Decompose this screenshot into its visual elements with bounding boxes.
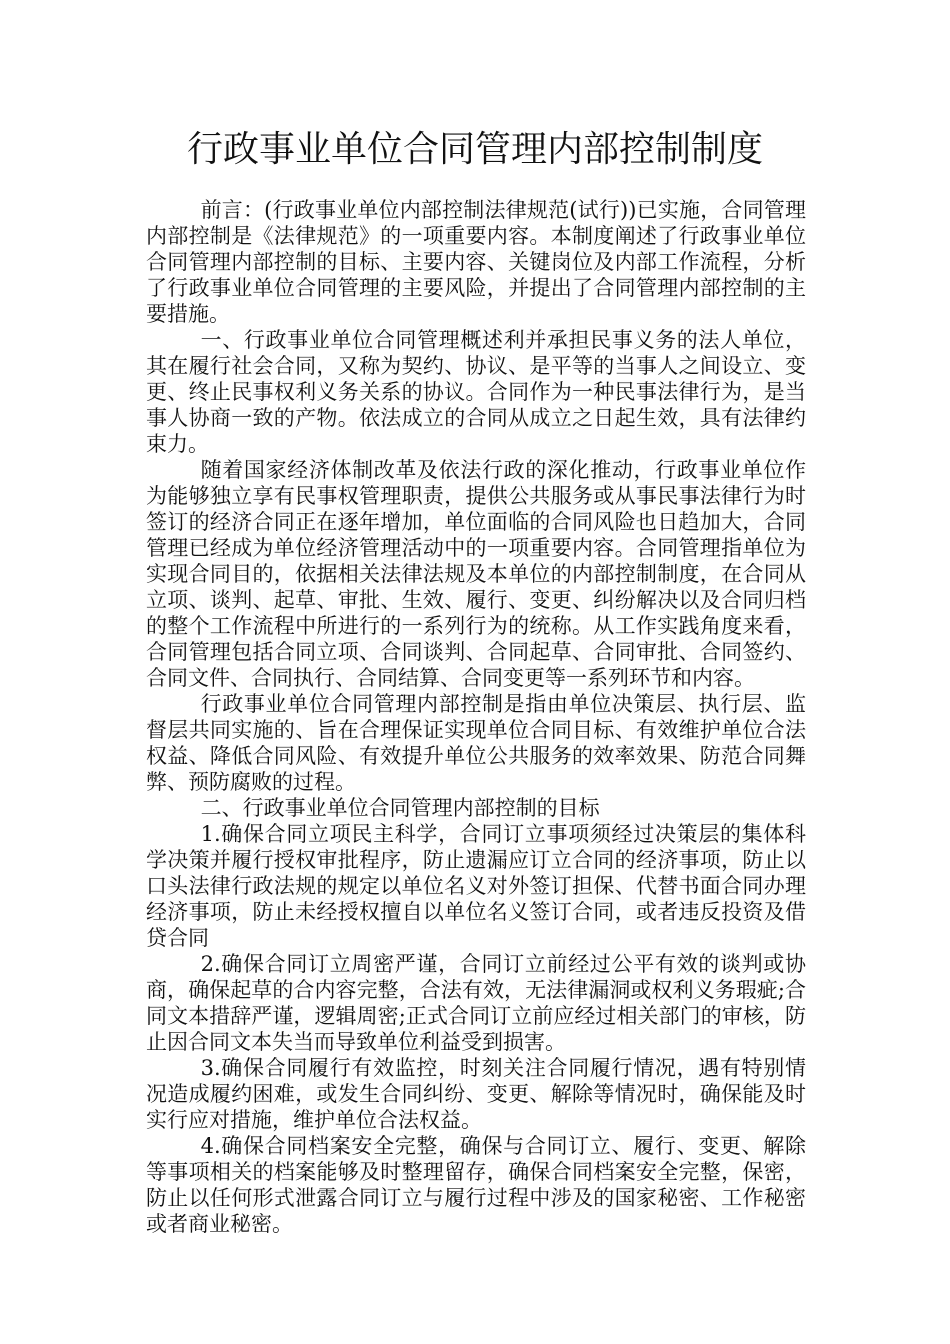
document-body (146, 197, 806, 1237)
document-title: 行政事业单位合同管理内部控制制度 (186, 129, 763, 170)
paragraph-objective-4: 4.确保合同档案安全完整，确保与合同订立、履行、变更、解除等事项相关的档案能够及时整理留存，确保合同档案安全完整，保密，防止以任何形式泄露合同订立与履行过程中涉及的国家秘密、工作秘密或者商业秘密。 (146, 1134, 806, 1236)
paragraph-preface: 前言：(行政事业单位内部控制法律规范(试行))已实施，合同管理内部控制是《法律规范》的一项重要内容。本制度阐述了行政事业单位合同管理内部控制的目标、主要内容、关键岗位及内部工作流程，分析了行政事业单位合同管理的主要风险，并提出了合同管理内部控制的主要措施。 (146, 198, 806, 326)
section-heading-objectives: 二、行政事业单位合同管理内部控制的目标 (200, 796, 600, 820)
paragraph-objective-3: 3.确保合同履行有效监控，时刻关注合同履行情况，遇有特别情况造成履约困难，或发生合同纠纷、变更、解除等情况时，确保能及时实行应对措施，维护单位合法权益。 (146, 1056, 806, 1132)
paragraph-contract-management-definition: 随着国家经济体制改革及依法行政的深化推动，行政事业单位作为能够独立享有民事权管理职责，提供公共服务或从事民事法律行为时签订的经济合同正在逐年增加，单位面临的合同风险也日趋加大，合同管理已经成为单位经济管理活动中的一项重要内容。合同管理指单位为实现合同目的，依据相关法律法规及本单位的内部控制制度，在合同从立项、谈判、起草、审批、生效、履行、变更、纠纷解决以及合同归档的整个工作流程中所进行的一系列行为的统称。从工作实践角度来看，合同管理包括合同立项、合同谈判、合同起草、合同审批、合同签约、合同文件、合同执行、合同结算、合同变更等一系列环节和内容。 (146, 458, 806, 690)
paragraph-internal-control-definition: 行政事业单位合同管理内部控制是指由单位决策层、执行层、监督层共同实施的、旨在合理保证实现单位合同目标、有效维护单位合法权益、降低合同风险、有效提升单位公共服务的效率效果、防范合同舞弊、预防腐败的过程。 (146, 692, 806, 794)
paragraph-objective-2: 2.确保合同订立周密严谨，合同订立前经过公平有效的谈判或协商，确保起草的合内容完整，合法有效，无法律漏洞或权利义务瑕疵;合同文本措辞严谨，逻辑周密;正式合同订立前应经过相关部门的审核，防止因合同文本失当而导致单位利益受到损害。 (146, 952, 806, 1054)
paragraph-section-1-overview: 一、行政事业单位合同管理概述利并承担民事义务的法人单位，其在履行社会合同，又称为契约、协议、是平等的当事人之间设立、变更、终止民事权利义务关系的协议。合同作为一种民事法律行为，是当事人协商一致的产物。依法成立的合同从成立之日起生效，具有法律约束力。 (146, 328, 806, 456)
paragraph-objective-1: 1.确保合同立项民主科学，合同订立事项须经过决策层的集体科学决策并履行授权审批程序，防止遗漏应订立合同的经济事项，防止以口头法律行政法规的规定以单位名义对外签订担保、代替书面合同办理经济事项，防止未经授权擅自以单位名义签订合同，或者违反投资及借贷合同 (146, 822, 806, 950)
